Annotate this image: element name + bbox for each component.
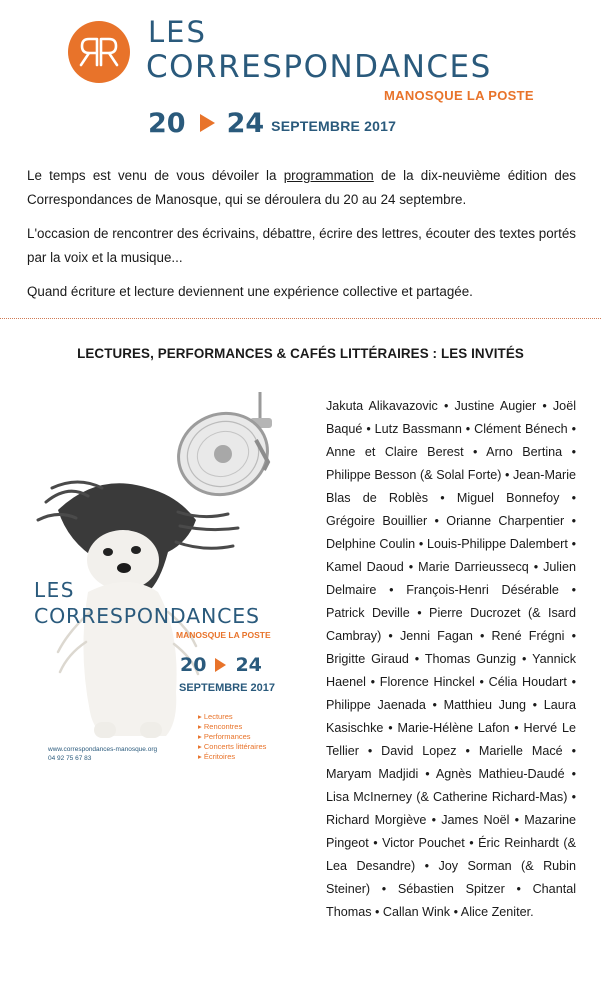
intro-text: [27, 164, 576, 314]
section-title: LECTURES, PERFORMANCES & CAFÉS LITTÉRAIRES : LES INVITÉS: [77, 346, 524, 361]
guests-list: Jakuta Alikavazovic • Justine Augier • Joël Baqué • Lutz Bassmann • Clément Bénech • Anne et Claire Berest • Arno Bertina • Philippe Besson (& Solal Forte) • Jean-Marie Blas de Roblès • Miguel Bonnefoy • Grégoire Bouillier • Orianne Charpentier • Delphine Coulin • Louis-Philippe Dalembert • Kamel Daoud • Marie Darrieussecq • Julien Delmaire • François-Henri Désérable • Patrick Deville • Pierre Ducrozet (& Isard Cambray) • Jenni Fagan • René Frégni • Brigitte Giraud • Thomas Gunzig • Yannick Haenel • Florence Hinckel • Célia Houdart • Philippe Jaenada • Matthieu Jung • Laura Kasischke • Marie-Hélène Lafon • Hervé Le Tellier • David Lopez • Marielle Macé • Maryam Madjidi • Agnès Mathieu-Daudé • Lisa McInerney (& Catherine Richard-Mas) • Richard Morgiève • James Noël • Mazarine Pingeot • Victor Pouchet • Éric Reinhardt (& Lea Desandre) • Joy Sorman (& Rubin Steiner) • Sébastien Spitzer • Chantal Thomas • Callan Wink • Alice Zeniter.: [326, 399, 576, 919]
poster-subtitle: MANOSQUE LA POSTE: [176, 630, 271, 640]
poster-phone: 04 92 75 67 83: [48, 755, 92, 762]
brand-title-line1: LES: [148, 15, 207, 49]
festival-logo: [68, 21, 130, 83]
poster-activity: ▸ Concerts littéraires: [198, 742, 266, 752]
intro-paragraph-3: Quand écriture et lecture deviennent une expérience collective et partagée.: [27, 284, 473, 299]
logo-rr-icon: [68, 21, 130, 83]
arrow-right-icon: [200, 114, 215, 132]
poster-date-end: 24: [235, 654, 262, 676]
poster-activities-list: [198, 712, 266, 762]
date-start: 20: [148, 107, 186, 139]
arrow-right-icon: [215, 658, 226, 672]
poster-activity: ▸ Rencontres: [198, 722, 266, 732]
date-end: 24: [226, 107, 265, 139]
brand-title-line2: CORRESPONDANCES: [146, 49, 492, 85]
poster-title-line1: LES: [34, 578, 75, 602]
poster-contact: [48, 745, 157, 763]
festival-dates: [148, 108, 396, 138]
header: [0, 0, 601, 150]
brand-subtitle: MANOSQUE LA POSTE: [384, 88, 534, 103]
poster-url: www.correspondances-manosque.org: [48, 746, 158, 753]
intro-p1-end: de la dix-neuvième édition des Correspondances de Manosque, qui se déroulera du 20 au 24 septembre.: [27, 168, 576, 207]
poster-date-start: 20: [180, 654, 207, 676]
festival-poster-image[interactable]: [28, 392, 295, 782]
poster-activity: ▸ Performances: [198, 732, 266, 742]
section-divider: [0, 318, 601, 319]
intro-p1-start: Le temps est venu de vous dévoiler la: [27, 168, 284, 183]
date-month: SEPTEMBRE 2017: [271, 118, 397, 134]
poster-dates: [180, 654, 262, 676]
fan-icon: [167, 392, 279, 507]
poster-date-month: SEPTEMBRE 2017: [179, 682, 275, 694]
intro-paragraph-2: L'occasion de rencontrer des écrivains, débattre, écrire des lettres, écouter des textes portés par la voix et la musique...: [27, 226, 576, 265]
programmation-link[interactable]: programmation: [283, 168, 374, 183]
poster-activity: ▸ Écritoires: [198, 752, 266, 762]
poster-activity: ▸ Lectures: [198, 712, 266, 722]
poster-title-line2: CORRESPONDANCES: [34, 604, 260, 628]
intro-paragraph-1: [27, 164, 576, 212]
